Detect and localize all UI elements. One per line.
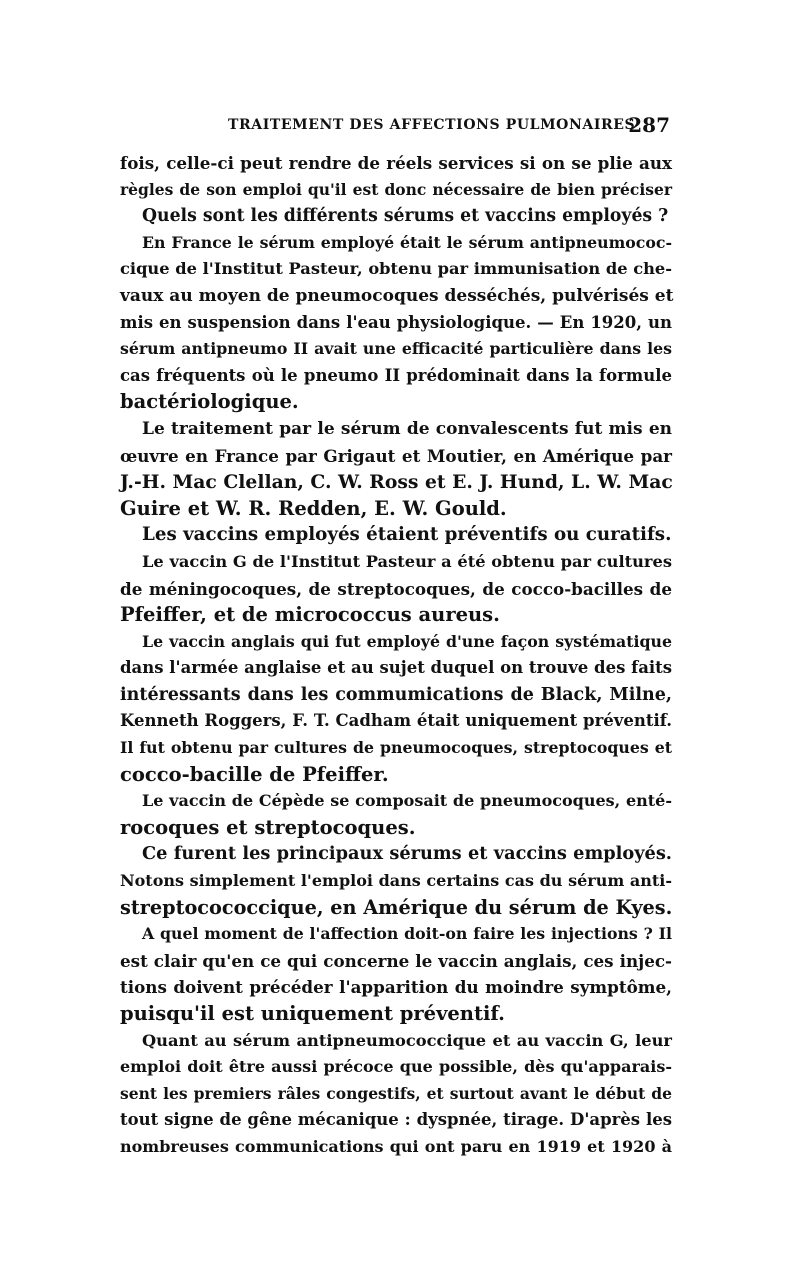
text-line: cique de l'Institut Pasteur, obtenu par immunisation de che- xyxy=(120,259,672,279)
text-line: cas fréquents où le pneumo II prédominait dans la formule xyxy=(120,365,672,385)
text-line: En France le sérum employé était le sérum antipneumococ- xyxy=(142,232,672,252)
text-line: Le vaccin anglais qui fut employé d'une façon systématique xyxy=(142,631,672,651)
running-head xyxy=(120,113,670,137)
text-line: dans l'armée anglaise et au sujet duquel on trouve des faits xyxy=(120,658,673,678)
text-line: bactériologique. xyxy=(120,390,299,414)
text-line: J.-H. Mac Clellan, C. W. Ross et E. J. Hund, L. W. Mac xyxy=(120,471,673,494)
text-line: emploi doit être aussi précoce que possible, dès qu'apparais- xyxy=(120,1057,672,1077)
text-line: Les vaccins employés étaient préventifs ou curatifs. xyxy=(142,524,672,546)
text-line: de méningocoques, de streptocoques, de cocco-bacilles de xyxy=(120,578,672,599)
text-line: règles de son emploi qu'il est donc nécessaire de bien préciser xyxy=(120,179,672,199)
text-line: Pfeiffer, et de micrococcus aureus. xyxy=(120,603,500,627)
text-line: œuvre en France par Grigaut et Moutier, en Amérique par xyxy=(120,445,672,466)
text-line: Guire et W. R. Redden, E. W. Gould. xyxy=(120,496,507,520)
text-line: rocoques et streptocoques. xyxy=(120,815,416,839)
text-line: Le vaccin G de l'Institut Pasteur a été obtenu par cultures xyxy=(142,551,672,571)
text-line: Kenneth Roggers, F. T. Cadham était uniquement préventif. xyxy=(120,711,672,731)
text-line: Il fut obtenu par cultures de pneumocoques, streptocoques et xyxy=(120,738,672,758)
text-line: nombreuses communications qui ont paru en 1919 et 1920 à xyxy=(120,1136,672,1156)
text-line: Notons simplement l'emploi dans certains cas du sérum anti- xyxy=(120,871,672,891)
text-line: tout signe de gêne mécanique : dyspnée, tirage. D'après les xyxy=(120,1110,672,1130)
text-line: Le traitement par le sérum de convalescents fut mis en xyxy=(142,418,672,439)
text-line: puisqu'il est uniquement préventif. xyxy=(120,1002,505,1025)
text-line: streptocococcique, en Amérique du sérum de Kyes. xyxy=(120,895,673,919)
text-line: fois, celle-ci peut rendre de réels services si on se plie aux xyxy=(120,153,672,173)
text-line: tions doivent précéder l'apparition du moindre symptôme, xyxy=(120,977,672,998)
text-line: sérum antipneumo II avait une efficacité particulière dans les xyxy=(120,339,672,359)
text-line: vaux au moyen de pneumocoques desséchés, pulvérisés et xyxy=(120,285,674,306)
text-line: cocco-bacille de Pfeiffer. xyxy=(120,762,389,786)
text-line: est clair qu'en ce qui concerne le vaccin anglais, ces injec- xyxy=(120,950,672,971)
page-number: 287 xyxy=(628,113,670,137)
running-title: TRAITEMENT DES AFFECTIONS PULMONAIRES xyxy=(228,117,636,133)
text-line: A quel moment de l'affection doit-on faire les injections ? Il xyxy=(142,924,672,944)
text-line: Le vaccin de Cépède se composait de pneumocoques, enté- xyxy=(142,791,672,811)
text-line: sent les premiers râles congestifs, et surtout avant le début de xyxy=(120,1083,672,1103)
text-line: Quels sont les différents sérums et vaccins employés ? xyxy=(142,206,669,227)
text-line: Ce furent les principaux sérums et vaccins employés. xyxy=(142,843,672,865)
text-line: intéressants dans les commumications de Black, Milne, xyxy=(120,684,672,705)
text-line: mis en suspension dans l'eau physiologique. — En 1920, un xyxy=(120,312,672,332)
body-text xyxy=(120,150,672,1161)
text-line: Quant au sérum antipneumococcique et au vaccin G, leur xyxy=(142,1030,672,1050)
